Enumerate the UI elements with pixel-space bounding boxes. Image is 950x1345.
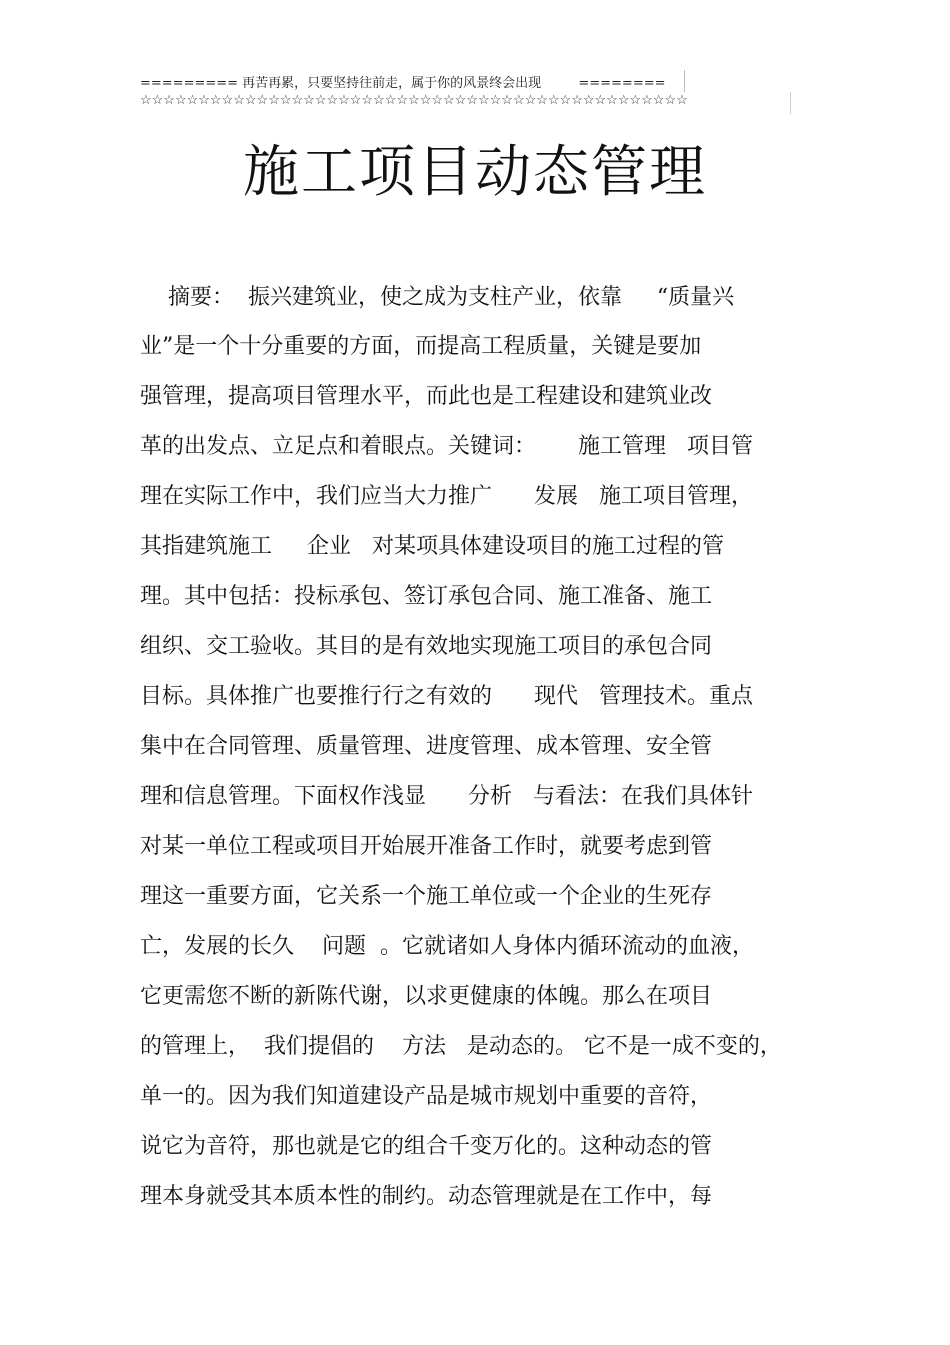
body-line: 说它为音符，那也就是它的组合千变万化的。这种动态的管 (140, 1134, 713, 1159)
body-line: 理在实际工作中，我们应当大力推广 发展 施工项目管理， (140, 484, 753, 509)
body-line: 它更需您不断的新陈代谢，以求更健康的体魄。那么在项目 (140, 984, 713, 1009)
body-line: 组织、交工验收。其目的是有效地实现施工项目的承包合同 (140, 634, 713, 659)
body-line: 理本身就受其本质本性的制约。动态管理就是在工作中，每 (140, 1184, 713, 1209)
body-line: 业”是一个十分重要的方面，而提高工程质量，关键是要加 (140, 334, 702, 359)
body-line: 强管理，提高项目管理水平，而此也是工程建设和建筑业改 (140, 384, 713, 409)
body-line: 目标。具体推广也要推行行之有效的 现代 管理技术。重点 (140, 684, 753, 709)
body-line: 亡，发展的长久 问题 。它就诸如人身体内循环流动的血液， (140, 934, 754, 959)
body-line: 摘要： 振兴建筑业，使之成为支柱产业，依靠 “质量兴 (140, 285, 735, 310)
body-line: 集中在合同管理、质量管理、进度管理、成本管理、安全管 (140, 734, 713, 759)
body-line: 其指建筑施工 企业 对某项具体建设项目的施工过程的管 (140, 534, 724, 559)
body-line: 单一的。因为我们知道建设产品是城市规划中重要的音符， (140, 1084, 713, 1109)
header-motto: ========= 再苦再累，只要坚持往前走，属于你的风景终会出现 ======== (140, 76, 666, 91)
page-title: 施工项目动态管理 (243, 140, 707, 205)
header-divider (684, 70, 685, 92)
header-stars: ☆☆☆☆☆☆☆☆☆☆☆☆☆☆☆☆☆☆☆☆☆☆☆☆☆☆☆☆☆☆☆☆☆☆☆☆☆☆☆☆☆☆☆☆☆☆☆ (140, 93, 688, 108)
body-line: 对某一单位工程或项目开始展开准备工作时，就要考虑到管 (140, 834, 713, 859)
body-line: 的管理上， 我们提倡的 方法 是动态的。 它不是一成不变的， (140, 1034, 782, 1059)
body-line: 理和信息管理。下面权作浅显 分析 与看法：在我们具体针 (140, 784, 753, 809)
body-line: 理。其中包括：投标承包、签订承包合同、施工准备、施工 (140, 584, 713, 609)
body-line: 革的出发点、立足点和着眼点。关键词： 施工管理 项目管 (140, 434, 753, 459)
body-line: 理这一重要方面，它关系一个施工单位或一个企业的生死存 (140, 884, 713, 909)
stars-divider (790, 92, 791, 114)
